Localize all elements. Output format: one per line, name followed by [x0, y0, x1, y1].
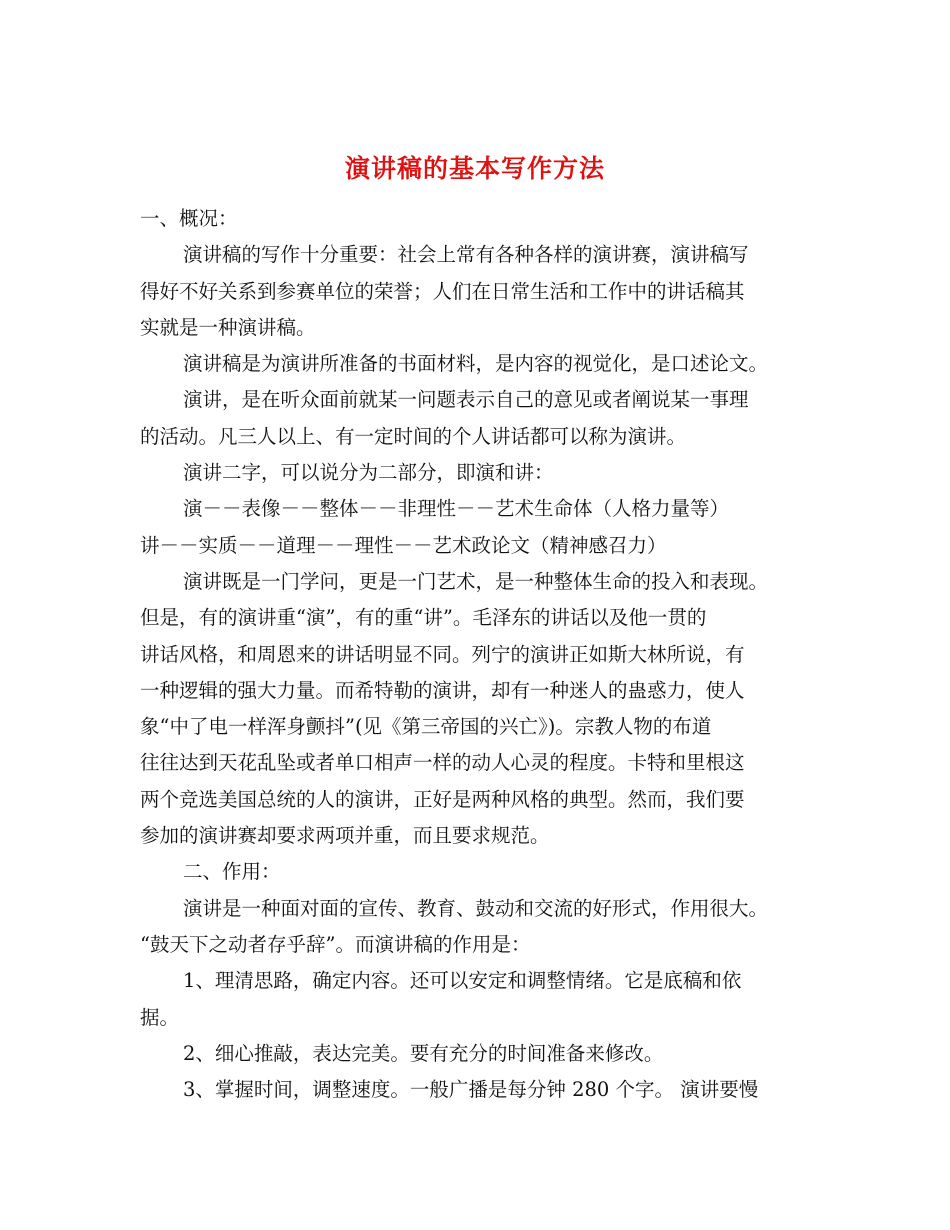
paragraph-line: 讲－－实质－－道理－－理性－－艺术政论文（精神感召力） — [140, 533, 667, 557]
list-item-line: 1、理清思路，确定内容。还可以安定和调整情绪。它是底稿和依 — [183, 969, 742, 993]
paragraph-line: “鼓天下之动者存乎辞”。而演讲稿的作用是： — [140, 932, 531, 956]
paragraph-line: 的活动。凡三人以上、有一定时间的个人讲话都可以称为演讲。 — [140, 424, 687, 448]
paragraph-line: 一种逻辑的强大力量。而希特勒的演讲，却有一种迷人的蛊惑力，使人 — [140, 678, 745, 702]
paragraph-line: 两个竞选美国总统的人的演讲，正好是两种风格的典型。然而，我们要 — [140, 787, 745, 811]
paragraph-line: 演讲，是在听众面前就某一问题表示自己的意见或者阐说某一事理 — [183, 388, 749, 412]
paragraph-line: 讲话风格，和周恩来的讲话明显不同。列宁的演讲正如斯大林所说，有 — [140, 642, 745, 666]
list-item-line: 3、掌握时间，调整速度。一般广播是每分钟 280 个字。 演讲要慢 — [183, 1078, 759, 1102]
paragraph-line: 演讲是一种面对面的宣传、教育、鼓动和交流的好形式，作用很大。 — [183, 896, 769, 920]
paragraph-line: 得好不好关系到参赛单位的荣誉；人们在日常生活和工作中的讲话稿其 — [140, 279, 745, 303]
paragraph-line: 参加的演讲赛却要求两项并重，而且要求规范。 — [140, 824, 550, 848]
paragraph-line: 往往达到天花乱坠或者单口相声一样的动人心灵的程度。卡特和里根这 — [140, 751, 745, 775]
paragraph-line: 演讲既是一门学问，更是一门艺术，是一种整体生命的投入和表现。 — [183, 569, 769, 593]
paragraph-line: 演讲稿是为演讲所准备的书面材料，是内容的视觉化，是口述论文。 — [183, 352, 769, 376]
section-heading-overview: 一、概况： — [140, 207, 238, 230]
paragraph-line: 演－－表像－－整体－－非理性－－艺术生命体（人格力量等） — [183, 497, 730, 521]
paragraph-line: 演讲稿的写作十分重要：社会上常有各种各样的演讲赛，演讲稿写 — [183, 243, 749, 267]
document-body — [140, 201, 820, 1108]
paragraph-line: 实就是一种演讲稿。 — [140, 315, 316, 339]
paragraph-line: 但是，有的演讲重“演”，有的重“讲”。毛泽东的讲话以及他一贯的 — [140, 606, 707, 630]
section-heading-function: 二、作用： — [183, 860, 281, 884]
paragraph-line: 演讲二字，可以说分为二部分，即演和讲： — [183, 461, 554, 485]
list-item-line: 据。 — [140, 1005, 180, 1029]
paragraph-line: 象“中了电一样浑身颤抖”(见《第三帝国的兴亡》)。宗教人物的布道 — [140, 715, 712, 739]
document-title: 演讲稿的基本写作方法 — [344, 153, 605, 183]
list-item-line: 2、细心推敲，表达完美。要有充分的时间准备来修改。 — [183, 1041, 664, 1065]
